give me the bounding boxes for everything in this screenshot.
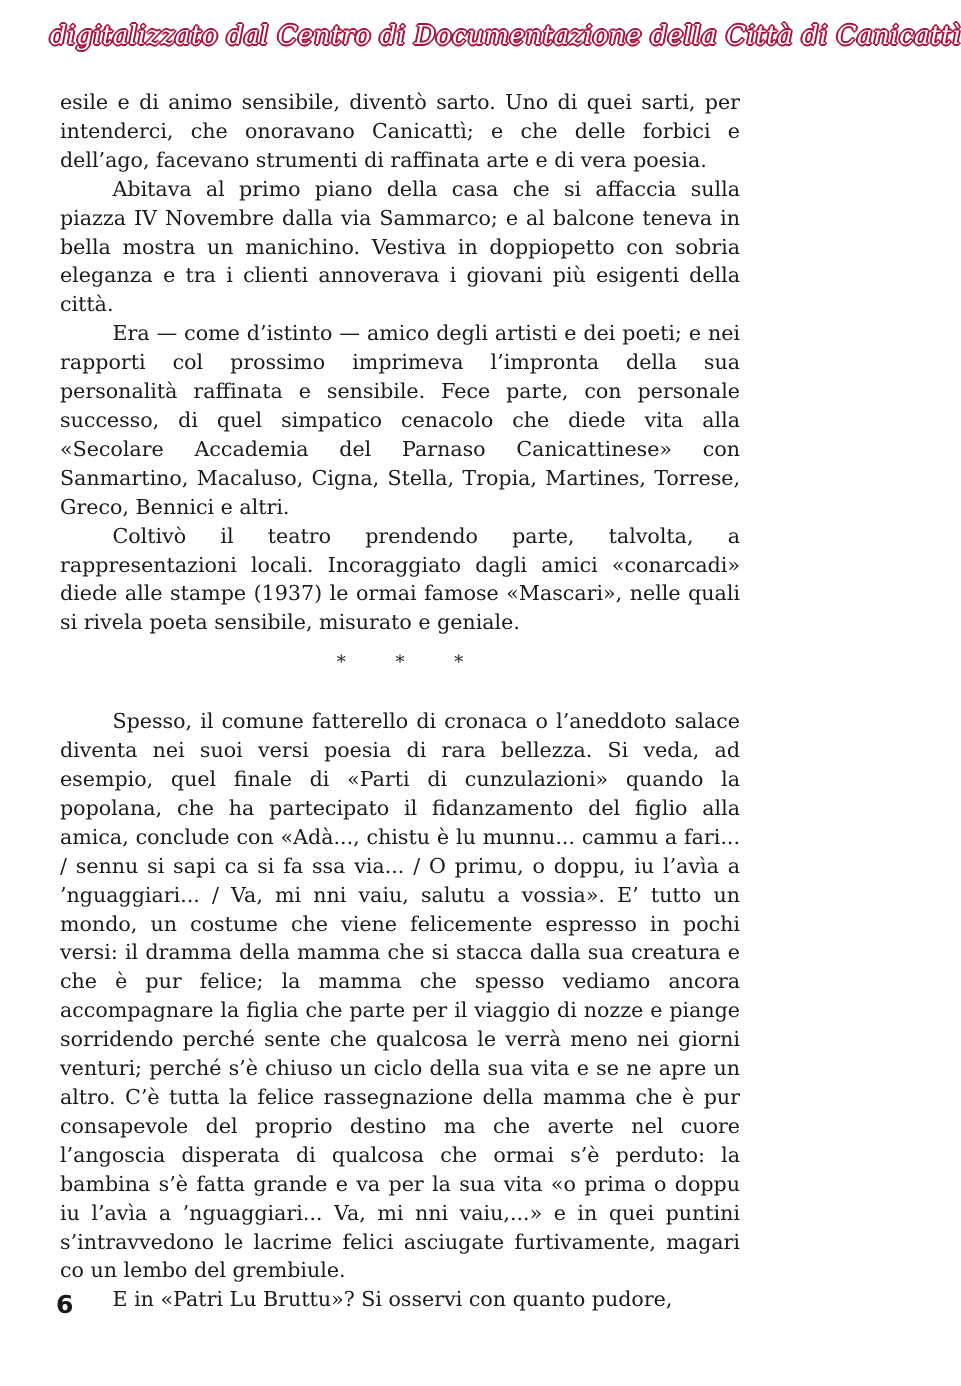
paragraph-3: Era — come d’istinto — amico degli artisti e dei poeti; e nei rapporti col prossimo imprimeva l’impronta della sua personalità raffinata e sensibile. Fece parte, con personale successo, di quel simpatico cenacolo che diede vita alla «Secolare Accademia del Parnaso Canicattinese» con Sanmartino, Macaluso, Cigna, Stella, Tropia, Martines, Torrese, Greco, Bennici e altri.	[60, 321, 740, 519]
page-body	[60, 88, 740, 1314]
paragraph-1: esile e di animo sensibile, diventò sarto. Uno di quei sarti, per intenderci, che onoravano Canicattì; e che delle forbici e dell’ago, facevano strumenti di raffinata arte e di vera poesia.	[60, 90, 740, 172]
paragraph-5: Spesso, il comune fatterello di cronaca o l’aneddoto salace diventa nei suoi versi poesia di rara bellezza. Si veda, ad esempio, quel finale di «Parti di cunzulazioni» quando la popolana, che ha partecipato il fidanzamento del figlio alla amica, conclude con «Adà..., chistu è lu munnu... cammu a fari... / sennu si sapi ca si fa ssa via... / O primu, o doppu, iu l’avìa a ’nguaggiari... / Va, mi nni vaiu, salutu a vossia». E’ tutto un mondo, un costume che viene felicemente espresso in pochi versi: il dramma della mamma che si stacca dalla sua creatura e che è pur felice; la mamma che spesso vediamo ancora accompagnare la figlia che parte per il viaggio di nozze e piange sorridendo perché sente che qualcosa le verrà meno nei giorni venturi; perché s’è chiuso un ciclo della sua vita e se ne apre un altro. C’è tutta la felice rassegnazione della mamma che è pur consapevole del proprio destino ma che averte nel cuore l’angoscia disperata di qualcosa che ormai s’è perduto: la bambina s’è fatta grande e va per la sua vita «o prima o doppu iu l’avìa a ’nguaggiari... Va, mi nni vaiu,...» e in quei puntini s’intravvedono le lacrime felici asciugate furtivamente, magari co un lembo del grembiule.	[60, 709, 740, 1283]
paragraph-6: E in «Patri Lu Bruttu»? Si osservi con quanto pudore,	[112, 1287, 673, 1312]
paragraph-4: Coltivò il teatro prendendo parte, talvolta, a rappresentazioni locali. Incoraggiato dagli amici «conarcadi» diede alle stampe (1937) le ormai famose «Mascari», nelle quali si rivela poeta sensibile, misurato e geniale.	[60, 523, 740, 635]
watermark-banner: digitalizzato dal Centro di Documentazione della Città di Canicattì	[50, 21, 961, 51]
section-separator: * * *	[336, 652, 486, 674]
page-number: 6	[56, 1290, 74, 1319]
paragraph-2: Abitava al primo piano della casa che si affaccia sulla piazza IV Novembre dalla via Sammarco; e al balcone teneva in bella mostra un manichino. Vestiva in doppiopetto con sobria eleganza e tra i clienti annoverava i giovani più esigenti della città.	[60, 176, 740, 317]
